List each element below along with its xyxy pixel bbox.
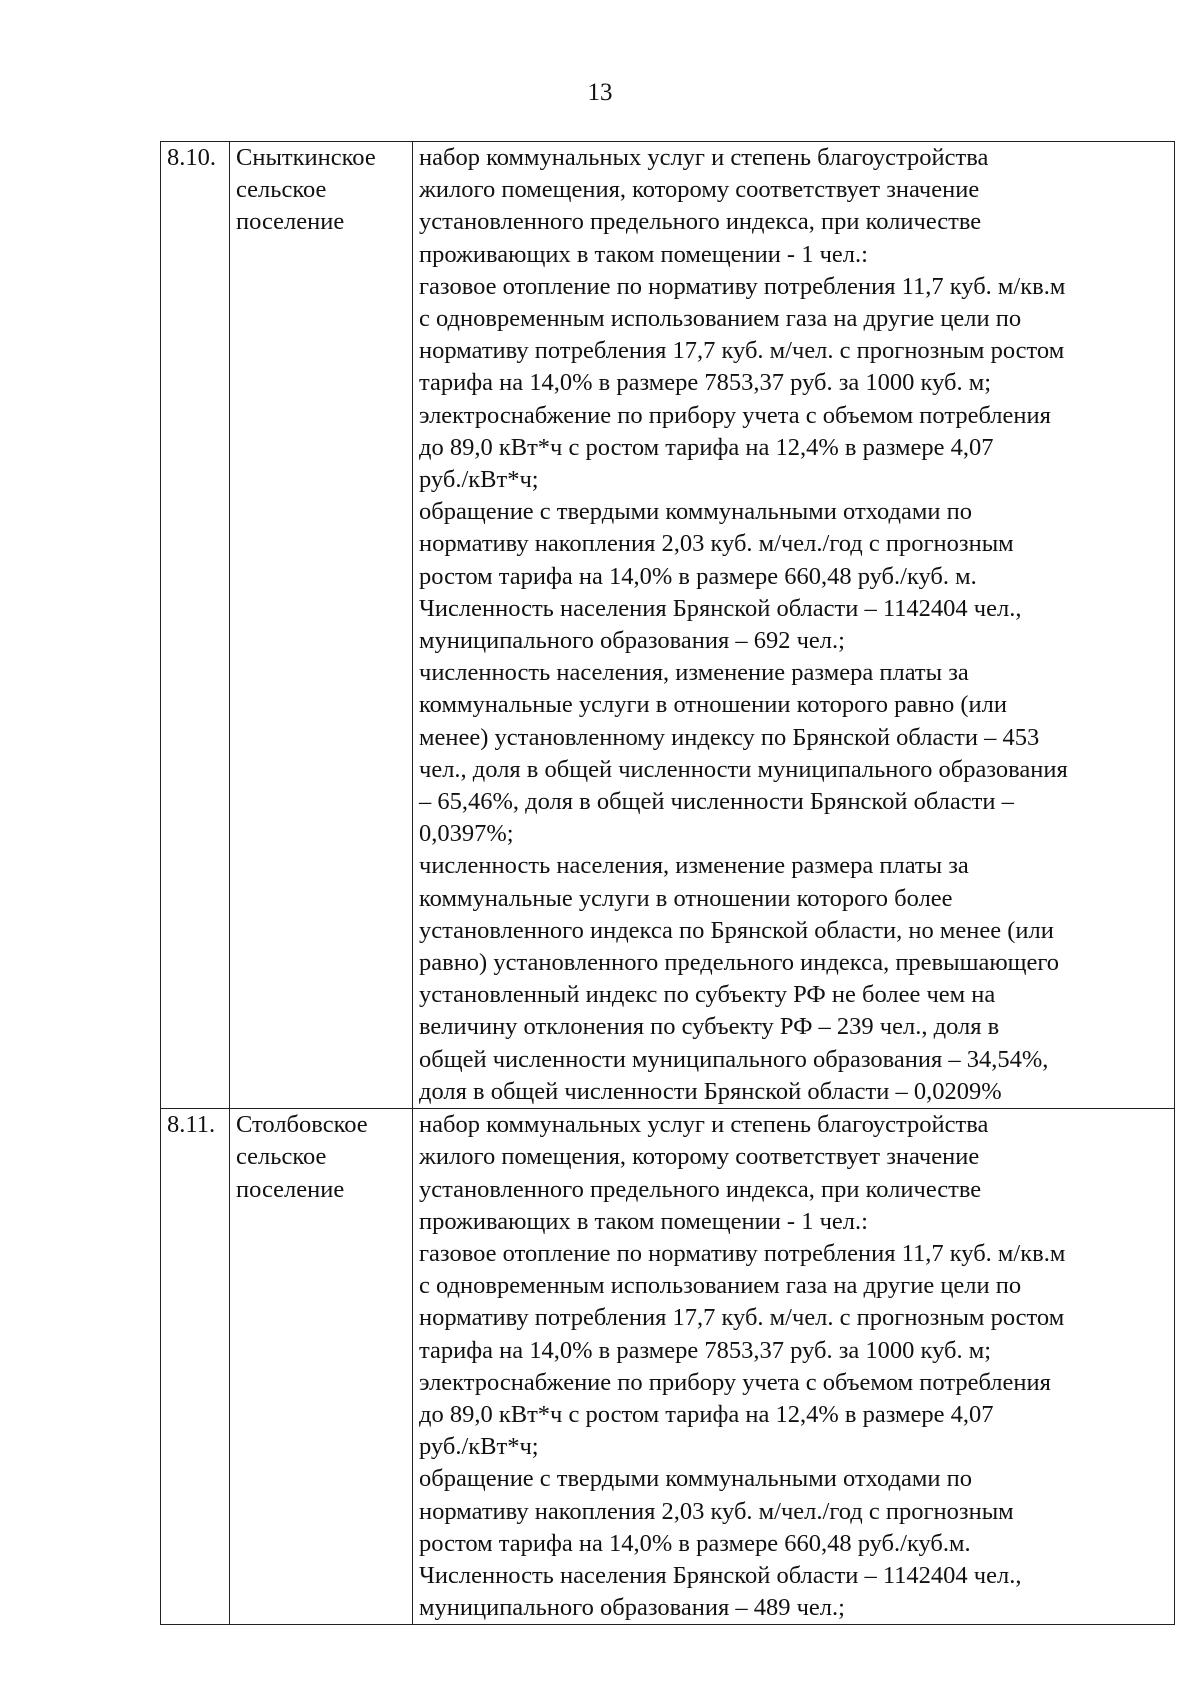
description-line: ростом тарифа на 14,0% в размере 660,48 руб./куб.м. bbox=[419, 1529, 971, 1557]
description-line: установленного индекса по Брянской области, но менее (или bbox=[419, 916, 1054, 944]
description-line: электроснабжение по прибору учета с объемом потребления bbox=[419, 401, 1051, 429]
description-line: тарифа на 14,0% в размере 7853,37 руб. за 1000 куб. м; bbox=[419, 369, 992, 397]
description-line: общей численности муниципального образования – 34,54%, bbox=[419, 1045, 1049, 1073]
description-line: руб./кВт*ч; bbox=[419, 1433, 539, 1461]
settlement-name-line: сельское bbox=[236, 1143, 327, 1171]
description-line: жилого помещения, которому соответствует значение bbox=[419, 1143, 980, 1171]
description-line: жилого помещения, которому соответствует значение bbox=[419, 176, 980, 204]
description-line: обращение с твердыми коммунальными отходами по bbox=[419, 498, 972, 526]
description-line: до 89,0 кВт*ч с ростом тарифа на 12,4% в размере 4,07 bbox=[419, 1400, 994, 1428]
page-number: 13 bbox=[587, 79, 613, 106]
description-line: тарифа на 14,0% в размере 7853,37 руб. за 1000 куб. м; bbox=[419, 1336, 992, 1364]
row-number-cell bbox=[161, 142, 230, 1109]
row-number: 8.11. bbox=[167, 1111, 216, 1139]
description-line: – 65,46%, доля в общей численности Брянской области – bbox=[419, 788, 1014, 816]
description-line: установленного предельного индекса, при количестве bbox=[419, 1175, 982, 1203]
description-line: ростом тарифа на 14,0% в размере 660,48 руб./куб. м. bbox=[419, 562, 977, 590]
description-line: электроснабжение по прибору учета с объемом потребления bbox=[419, 1368, 1051, 1396]
description-line: набор коммунальных услуг и степень благоустройства bbox=[419, 1111, 989, 1139]
description-line: руб./кВт*ч; bbox=[419, 466, 539, 494]
description-line: численность населения, изменение размера платы за bbox=[419, 659, 969, 687]
description-line: коммунальные услуги в отношении которого более bbox=[419, 884, 953, 912]
description-line: газовое отопление по нормативу потребления 11,7 куб. м/кв.м bbox=[419, 272, 1066, 300]
description-line: муниципального образования – 489 чел.; bbox=[419, 1594, 845, 1622]
description-cell bbox=[413, 1109, 1175, 1625]
description-line: нормативу накопления 2,03 куб. м/чел./год с прогнозным bbox=[419, 530, 1014, 558]
settlement-name-line: сельское bbox=[236, 176, 327, 204]
description-line: установленного предельного индекса, при количестве bbox=[419, 208, 982, 236]
description-line: установленный индекс по субъекту РФ не более чем на bbox=[419, 981, 996, 1009]
description-line: коммунальные услуги в отношении которого равно (или bbox=[419, 691, 1007, 719]
description-line: нормативу накопления 2,03 куб. м/чел./год с прогнозным bbox=[419, 1497, 1014, 1525]
description-line: до 89,0 кВт*ч с ростом тарифа на 12,4% в размере 4,07 bbox=[419, 433, 994, 461]
row-number: 8.10. bbox=[167, 144, 216, 171]
description-line: с одновременным использованием газа на другие цели по bbox=[419, 1272, 1022, 1300]
description-line: численность населения, изменение размера платы за bbox=[419, 852, 969, 880]
description-line: Численность населения Брянской области – 1142404 чел., bbox=[419, 594, 1022, 622]
settlement-name-cell bbox=[230, 1109, 413, 1625]
description-line: равно) установленного предельного индекса, превышающего bbox=[419, 949, 1060, 977]
description-line: обращение с твердыми коммунальными отходами по bbox=[419, 1465, 972, 1493]
table-row bbox=[161, 1109, 1175, 1625]
description-line: газовое отопление по нормативу потребления 11,7 куб. м/кв.м bbox=[419, 1239, 1066, 1267]
table-row bbox=[161, 142, 1175, 1109]
description-line: нормативу потребления 17,7 куб. м/чел. с прогнозным ростом bbox=[419, 337, 1065, 365]
description-line: 0,0397%; bbox=[419, 820, 514, 848]
description-line: Численность населения Брянской области – 1142404 чел., bbox=[419, 1561, 1022, 1589]
description-line: проживающих в таком помещении - 1 чел.: bbox=[419, 1207, 868, 1235]
description-cell bbox=[413, 142, 1175, 1109]
description-line: величину отклонения по субъекту РФ – 239 чел., доля в bbox=[419, 1013, 1000, 1041]
row-number-cell bbox=[161, 1109, 230, 1625]
settlement-name-line: Сныткинское bbox=[236, 144, 376, 171]
description-line: с одновременным использованием газа на другие цели по bbox=[419, 305, 1022, 333]
settlement-name-line: поселение bbox=[236, 208, 345, 236]
description-line: проживающих в таком помещении - 1 чел.: bbox=[419, 240, 868, 268]
settlement-name-line: поселение bbox=[236, 1175, 345, 1203]
description-line: доля в общей численности Брянской области – 0,0209% bbox=[419, 1077, 1002, 1105]
description-line: менее) установленному индексу по Брянской области – 453 bbox=[419, 723, 1040, 751]
settlement-name-cell bbox=[230, 142, 413, 1109]
description-line: муниципального образования – 692 чел.; bbox=[419, 627, 845, 655]
description-line: набор коммунальных услуг и степень благоустройства bbox=[419, 144, 989, 171]
settlements-table bbox=[160, 141, 1175, 1625]
settlement-name-line: Столбовское bbox=[236, 1111, 368, 1139]
description-line: чел., доля в общей численности муниципального образования bbox=[419, 755, 1068, 783]
description-line: нормативу потребления 17,7 куб. м/чел. с прогнозным ростом bbox=[419, 1304, 1065, 1332]
